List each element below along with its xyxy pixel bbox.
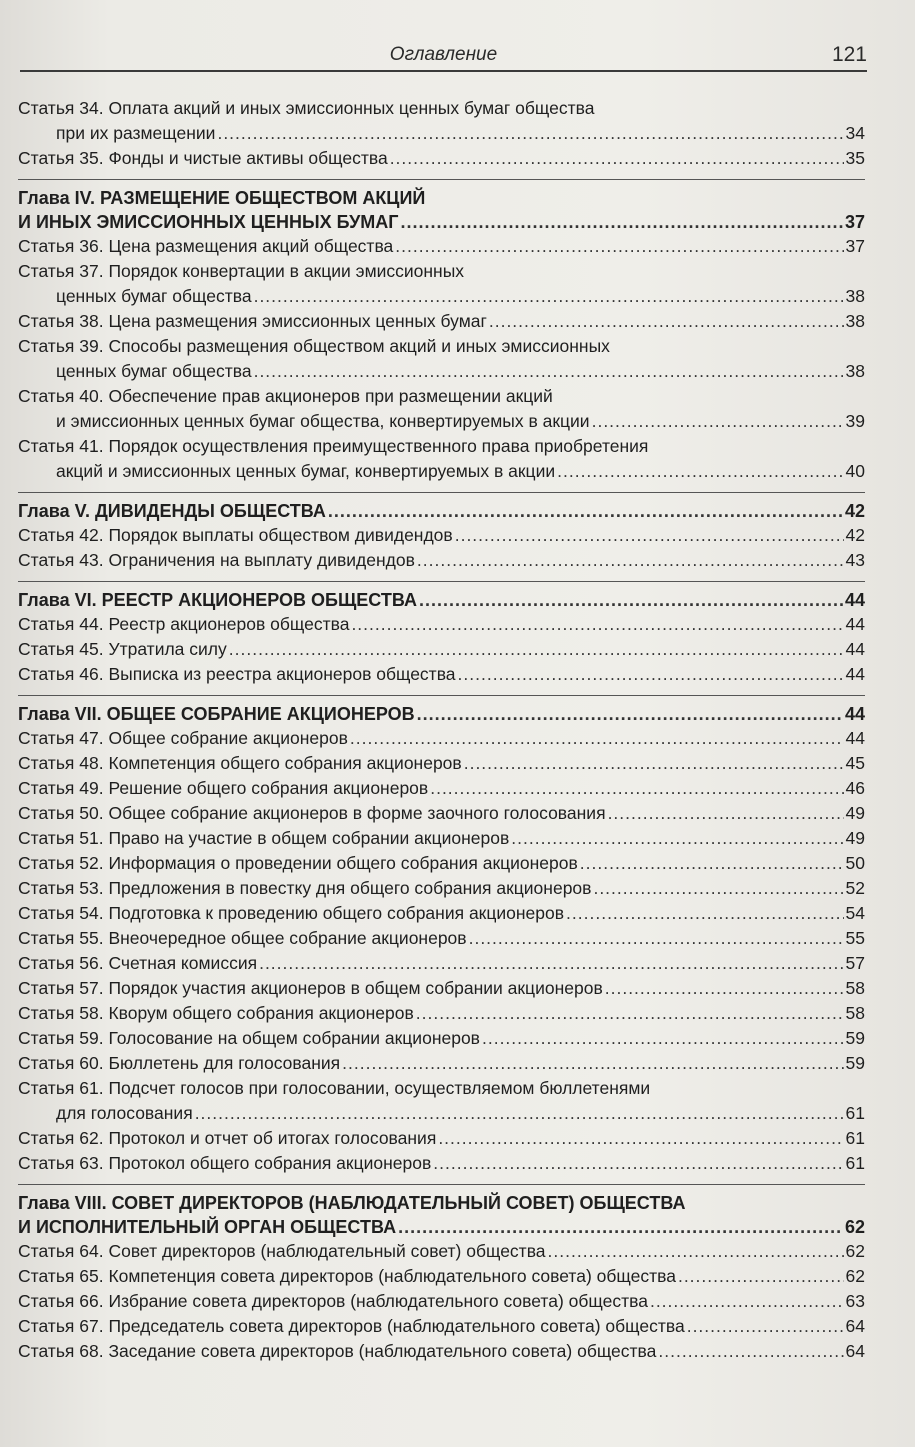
dot-leader	[400, 210, 842, 234]
toc-line	[18, 751, 865, 776]
toc-line	[18, 96, 865, 121]
entry-title: Статья 66. Избрание совета директоров (наблюдательного совета) общества	[18, 1291, 648, 1311]
chapter-separator	[18, 492, 865, 493]
entry-title: Статья 64. Совет директоров (наблюдательный совет) общества	[18, 1241, 546, 1261]
chapter-separator	[18, 179, 865, 180]
dot-leader	[259, 951, 843, 976]
entry-title: ценных бумаг общества	[56, 361, 252, 381]
entry-title-line: Статья 37. Порядок конвертации в акции эмиссионных	[18, 261, 465, 281]
toc-line	[18, 826, 865, 851]
dot-leader	[557, 459, 843, 484]
toc-article	[18, 751, 865, 776]
dot-leader	[417, 702, 843, 726]
entry-page: 44	[844, 590, 865, 610]
entry-title: Статья 44. Реестр акционеров общества	[18, 614, 350, 634]
entry-page: 43	[845, 550, 865, 570]
toc-article	[18, 96, 865, 146]
entry-title: Статья 45. Утратила силу	[18, 639, 227, 659]
header-title: Оглавление	[389, 44, 498, 65]
toc-line	[18, 1001, 865, 1026]
entry-page: 61	[845, 1153, 865, 1173]
toc-article	[18, 259, 865, 309]
entry-page: 35	[845, 148, 865, 168]
toc-line	[18, 801, 865, 826]
toc-line	[18, 434, 865, 459]
entry-title: Статья 65. Компетенция совета директоров (наблюдательного совета) общества	[18, 1266, 676, 1286]
toc-line	[18, 926, 865, 951]
chapter-separator	[18, 1184, 865, 1185]
entry-page: 59	[845, 1028, 865, 1048]
toc-line	[18, 409, 865, 434]
dot-leader	[328, 499, 843, 523]
toc-line	[18, 548, 865, 573]
dot-leader	[511, 826, 843, 851]
entry-title: Статья 60. Бюллетень для голосования	[18, 1053, 341, 1073]
entry-page: 54	[845, 903, 865, 923]
toc-article	[18, 662, 865, 687]
entry-page: 44	[844, 704, 865, 724]
entry-title: и эмиссионных ценных бумаг общества, конвертируемых в акции	[56, 411, 590, 431]
toc-article	[18, 1076, 865, 1126]
dot-leader	[605, 976, 844, 1001]
dot-leader	[593, 876, 843, 901]
entry-title: Статья 38. Цена размещения эмиссионных ценных бумаг	[18, 311, 487, 331]
dot-leader	[398, 1215, 843, 1239]
toc-article	[18, 1001, 865, 1026]
toc-line	[18, 309, 865, 334]
entry-page: 61	[845, 1103, 865, 1123]
entry-page: 44	[845, 639, 865, 659]
entry-title-line: Статья 40. Обеспечение прав акционеров при размещении акций	[18, 386, 553, 406]
entry-page: 64	[845, 1316, 865, 1336]
toc-article	[18, 901, 865, 926]
toc-line	[18, 499, 865, 523]
toc-article	[18, 384, 865, 434]
toc-line	[18, 588, 865, 612]
entry-title-line: Статья 41. Порядок осуществления преимущественного права приобретения	[18, 436, 649, 456]
dot-leader	[678, 1264, 844, 1289]
toc-article	[18, 1151, 865, 1176]
entry-page: 34	[845, 123, 865, 143]
toc-chapter	[18, 702, 865, 726]
dot-leader	[548, 1239, 844, 1264]
toc-article	[18, 976, 865, 1001]
entry-title: Статья 42. Порядок выплаты обществом дивидендов	[18, 525, 453, 545]
toc-line	[18, 1264, 865, 1289]
toc-article	[18, 1289, 865, 1314]
toc-article	[18, 1264, 865, 1289]
entry-page: 38	[845, 311, 865, 331]
toc-article	[18, 1026, 865, 1051]
entry-page: 38	[845, 286, 865, 306]
entry-title: Статья 68. Заседание совета директоров (наблюдательного совета) общества	[18, 1341, 657, 1361]
toc-article	[18, 826, 865, 851]
entry-title: Глава V. ДИВИДЕНДЫ ОБЩЕСТВА	[18, 501, 326, 521]
entry-title: Статья 50. Общее собрание акционеров в форме заочного голосования	[18, 803, 606, 823]
toc-article	[18, 876, 865, 901]
entry-page: 59	[845, 1053, 865, 1073]
entry-page: 44	[845, 728, 865, 748]
toc-line	[18, 612, 865, 637]
toc-article	[18, 726, 865, 751]
dot-leader	[417, 548, 844, 573]
entry-page: 42	[845, 525, 865, 545]
entry-page: 49	[845, 828, 865, 848]
toc-line	[18, 1051, 865, 1076]
dot-leader	[433, 1151, 843, 1176]
toc-article	[18, 309, 865, 334]
toc-article	[18, 146, 865, 171]
dot-leader	[351, 612, 843, 637]
toc-article	[18, 926, 865, 951]
toc-line	[18, 146, 865, 171]
entry-page: 37	[844, 212, 865, 232]
dot-leader	[458, 662, 844, 687]
dot-leader	[608, 801, 844, 826]
entry-title-line: Глава IV. РАЗМЕЩЕНИЕ ОБЩЕСТВОМ АКЦИЙ	[18, 188, 426, 208]
entry-title: Статья 62. Протокол и отчет об итогах голосования	[18, 1128, 437, 1148]
entry-title: Глава VI. РЕЕСТР АКЦИОНЕРОВ ОБЩЕСТВА	[18, 590, 417, 610]
chapter-separator	[18, 581, 865, 582]
toc-line	[18, 384, 865, 409]
page-number: 121	[831, 43, 867, 66]
dot-leader	[430, 776, 843, 801]
entry-page: 46	[845, 778, 865, 798]
entry-title: Статья 51. Право на участие в общем собрании акционеров	[18, 828, 510, 848]
entry-title: Статья 63. Протокол общего собрания акционеров	[18, 1153, 432, 1173]
toc-line	[18, 1239, 865, 1264]
entry-title: Статья 67. Председатель совета директоров (наблюдательного совета) общества	[18, 1316, 685, 1336]
entry-title: Статья 47. Общее собрание акционеров	[18, 728, 348, 748]
entry-title: при их размещении	[56, 123, 216, 143]
entry-page: 37	[845, 236, 865, 256]
entry-title: Статья 59. Голосование на общем собрании акционеров	[18, 1028, 480, 1048]
dot-leader	[566, 901, 844, 926]
entry-title-line: Статья 34. Оплата акций и иных эмиссионных ценных бумаг общества	[18, 98, 595, 118]
entry-page: 62	[845, 1266, 865, 1286]
dot-leader	[254, 284, 844, 309]
toc-line	[18, 459, 865, 484]
toc-article	[18, 523, 865, 548]
toc-line	[18, 1026, 865, 1051]
toc-line	[18, 1289, 865, 1314]
entry-title: Статья 56. Счетная комиссия	[18, 953, 258, 973]
dot-leader	[469, 926, 844, 951]
dot-leader	[580, 851, 844, 876]
entry-page: 52	[845, 878, 865, 898]
dot-leader	[390, 146, 844, 171]
entry-page: 57	[845, 953, 865, 973]
toc-article	[18, 334, 865, 384]
entry-title: Статья 36. Цена размещения акций общества	[18, 236, 394, 256]
entry-title: Статья 57. Порядок участия акционеров в общем собрании акционеров	[18, 978, 603, 998]
toc-article	[18, 434, 865, 484]
entry-page: 40	[845, 461, 865, 481]
dot-leader	[650, 1289, 844, 1314]
toc-article	[18, 1126, 865, 1151]
entry-title: Статья 53. Предложения в повестку дня общего собрания акционеров	[18, 878, 592, 898]
toc-line	[18, 901, 865, 926]
toc-line	[18, 951, 865, 976]
toc-line	[18, 121, 865, 146]
toc-article	[18, 1239, 865, 1264]
toc-line	[18, 702, 865, 726]
entry-page: 44	[845, 664, 865, 684]
toc-line	[18, 1191, 865, 1215]
dot-leader	[592, 409, 844, 434]
dot-leader	[658, 1339, 843, 1364]
toc-chapter	[18, 1191, 865, 1239]
entry-title: ценных бумаг общества	[56, 286, 252, 306]
entry-title: Статья 55. Внеочередное общее собрание акционеров	[18, 928, 467, 948]
entry-title: Статья 46. Выписка из реестра акционеров общества	[18, 664, 456, 684]
toc-article	[18, 1051, 865, 1076]
toc-chapter	[18, 186, 865, 234]
entry-page: 62	[844, 1217, 865, 1237]
toc-line	[18, 1151, 865, 1176]
toc-line	[18, 186, 865, 210]
toc-line	[18, 851, 865, 876]
toc-line	[18, 637, 865, 662]
toc-chapter	[18, 499, 865, 523]
entry-page: 63	[845, 1291, 865, 1311]
table-of-contents	[18, 96, 865, 1364]
toc-line	[18, 1339, 865, 1364]
entry-title-line: Статья 61. Подсчет голосов при голосовании, осуществляемом бюллетенями	[18, 1078, 651, 1098]
toc-line	[18, 210, 865, 234]
entry-page: 45	[845, 753, 865, 773]
toc-article	[18, 951, 865, 976]
toc-line	[18, 234, 865, 259]
dot-leader	[195, 1101, 844, 1126]
entry-page: 58	[845, 1003, 865, 1023]
toc-article	[18, 851, 865, 876]
toc-line	[18, 1101, 865, 1126]
entry-title: И ИНЫХ ЭМИССИОННЫХ ЦЕННЫХ БУМАГ	[18, 212, 399, 232]
entry-title: Глава VII. ОБЩЕЕ СОБРАНИЕ АКЦИОНЕРОВ	[18, 704, 415, 724]
toc-article	[18, 548, 865, 573]
entry-title: Статья 48. Компетенция общего собрания акционеров	[18, 753, 462, 773]
entry-title: акций и эмиссионных ценных бумаг, конвертируемых в акции	[56, 461, 556, 481]
dot-leader	[464, 751, 844, 776]
entry-page: 44	[845, 614, 865, 634]
entry-page: 50	[845, 853, 865, 873]
dot-leader	[687, 1314, 844, 1339]
toc-article	[18, 776, 865, 801]
entry-title: Статья 54. Подготовка к проведению общего собрания акционеров	[18, 903, 565, 923]
toc-line	[18, 976, 865, 1001]
entry-page: 62	[845, 1241, 865, 1261]
entry-page: 61	[845, 1128, 865, 1148]
dot-leader	[254, 359, 844, 384]
dot-leader	[416, 1001, 844, 1026]
toc-line	[18, 284, 865, 309]
entry-page: 49	[845, 803, 865, 823]
toc-line	[18, 726, 865, 751]
entry-page: 64	[845, 1341, 865, 1361]
entry-title: Статья 58. Кворум общего собрания акционеров	[18, 1003, 414, 1023]
toc-article	[18, 612, 865, 637]
entry-page: 39	[845, 411, 865, 431]
dot-leader	[229, 637, 844, 662]
toc-line	[18, 1215, 865, 1239]
toc-article	[18, 637, 865, 662]
entry-page: 42	[844, 501, 865, 521]
toc-line	[18, 1126, 865, 1151]
entry-title: для голосования	[56, 1103, 193, 1123]
dot-leader	[419, 588, 843, 612]
dot-leader	[217, 121, 843, 146]
dot-leader	[438, 1126, 843, 1151]
dot-leader	[350, 726, 844, 751]
toc-line	[18, 776, 865, 801]
toc-article	[18, 1339, 865, 1364]
dot-leader	[455, 523, 844, 548]
dot-leader	[489, 309, 844, 334]
entry-title-line: Статья 39. Способы размещения обществом акций и иных эмиссионных	[18, 336, 610, 356]
entry-title: Статья 49. Решение общего собрания акционеров	[18, 778, 429, 798]
running-header	[20, 40, 867, 72]
toc-line	[18, 523, 865, 548]
toc-line	[18, 1314, 865, 1339]
toc-line	[18, 1076, 865, 1101]
toc-line	[18, 359, 865, 384]
toc-article	[18, 1314, 865, 1339]
entry-title: Статья 52. Информация о проведении общего собрания акционеров	[18, 853, 578, 873]
toc-article	[18, 234, 865, 259]
toc-line	[18, 876, 865, 901]
toc-line	[18, 334, 865, 359]
toc-line	[18, 662, 865, 687]
entry-page: 55	[845, 928, 865, 948]
dot-leader	[342, 1051, 843, 1076]
entry-title: И ИСПОЛНИТЕЛЬНЫЙ ОРГАН ОБЩЕСТВА	[18, 1217, 397, 1237]
entry-title: Статья 35. Фонды и чистые активы общества	[18, 148, 388, 168]
dot-leader	[395, 234, 843, 259]
dot-leader	[482, 1026, 844, 1051]
toc-chapter	[18, 588, 865, 612]
entry-page: 38	[845, 361, 865, 381]
entry-title-line: Глава VIII. СОВЕТ ДИРЕКТОРОВ (НАБЛЮДАТЕЛЬНЫЙ СОВЕТ) ОБЩЕСТВА	[18, 1193, 686, 1213]
toc-line	[18, 259, 865, 284]
entry-title: Статья 43. Ограничения на выплату дивидендов	[18, 550, 415, 570]
chapter-separator	[18, 695, 865, 696]
entry-page: 58	[845, 978, 865, 998]
toc-article	[18, 801, 865, 826]
